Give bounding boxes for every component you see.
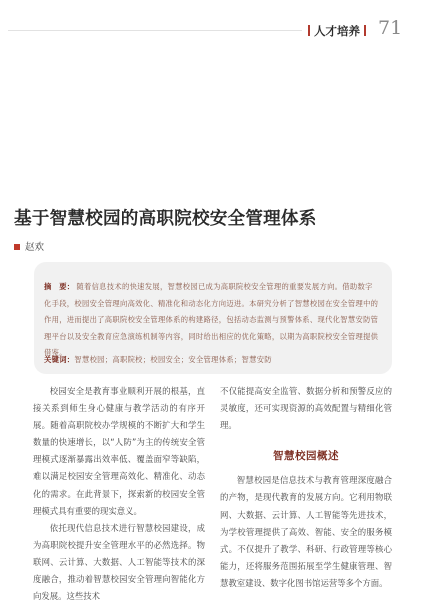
keywords-list: 智慧校园；高职院校；校园安全；安全管理体系；智慧安防 <box>74 355 272 364</box>
tag-bar-left <box>308 25 310 36</box>
column-tag <box>308 23 366 39</box>
author-marker-icon <box>14 244 20 250</box>
abstract-body: 随着信息技术的快速发展，智慧校园已成为高职院校安全管理的重要发展方向。借助数字化手段，校园安全管理向高效化、精准化和动态化方向迈进。本研究分析了智慧校园在安全管理中的作用，进而提出了高职院校安全管理体系的构建路径，包括动态监测与预警体系、现代化智慧安防管理平台以及安全教育应急演练机制等内容，同时给出相应的优化策略，以期为高职院校安全管理提供借鉴。 <box>44 282 379 358</box>
header-rule <box>8 30 302 31</box>
keywords-label: 关键词： <box>44 355 75 364</box>
tag-bar-right <box>364 25 366 36</box>
section-heading: 智慧校园概述 <box>273 450 339 463</box>
article-title: 基于智慧校园的高职院校安全管理体系 <box>14 209 317 229</box>
body-paragraph: 智慧校园是信息技术与教育管理深度融合的产物，是现代教育的发展方向。它利用物联网、大数据、云计算、人工智能等先进技术，为学校管理提供了高效、智能、安全的服务模式。不仅提升了教学、科研、行政管理等核心能力，还将服务范围拓展至学生健康管理、智慧教室建设、数字化图书馆运营等多个方面。 <box>220 475 392 588</box>
author-line <box>14 239 44 253</box>
right-column <box>220 383 392 592</box>
abstract-label: 摘 要： <box>44 282 75 291</box>
column-tag-label: 人才培养 <box>314 24 360 38</box>
author-name: 赵欢 <box>25 242 45 253</box>
keywords <box>44 355 384 365</box>
body-paragraph: 依托现代信息技术进行智慧校园建设，成为高职院校提升安全管理水平的必然选择。物联网、云计算、大数据、人工智能等技术的深度融合，推动着智慧校园安全管理向智能化方向发展。这些技术 <box>33 522 205 602</box>
continued-paragraph: 不仅能提高安全监管、数据分析和预警反应的灵敏度，还可实现资源的高效配置与精细化管理。 <box>220 386 392 431</box>
body-paragraph: 校园安全是教育事业顺利开展的根基，直接关系到师生身心健康与教学活动的有序开展。随着高职院校办学规模的不断扩大和学生数量的快速增长，以“人防”为主的传统安全管理模式逐渐暴露出效率低、覆盖面窄等缺陷，难以满足校园安全管理高效化、精准化、动态化的需求。在此背景下，探索新的校园安全管理模式具有重要的现实意义。 <box>33 386 205 516</box>
abstract <box>44 279 380 362</box>
left-column <box>33 383 205 605</box>
page-number: 71 <box>378 17 403 39</box>
